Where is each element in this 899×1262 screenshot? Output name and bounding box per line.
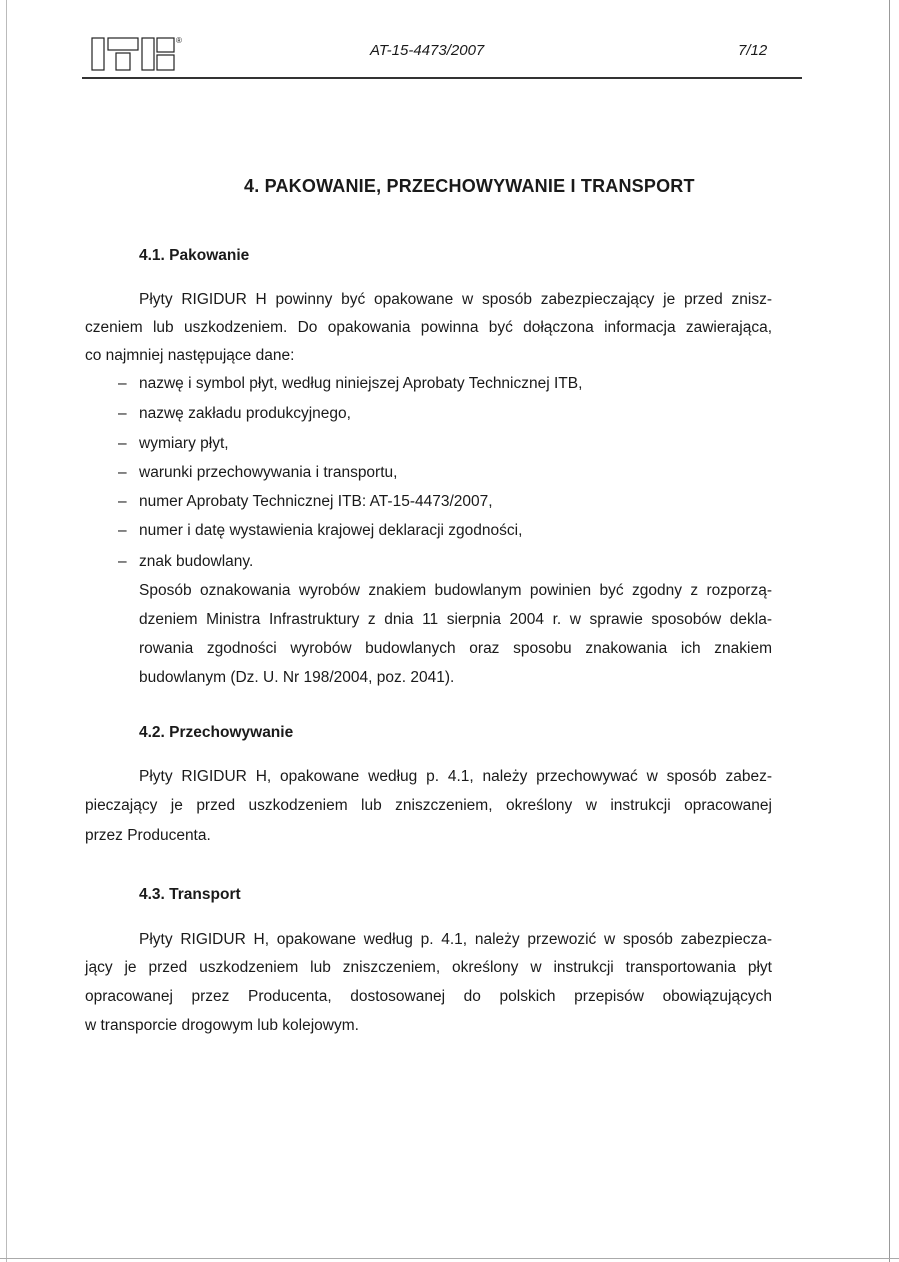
paragraph-line: Płyty RIGIDUR H, opakowane według p. 4.1, należy przewozić w sposób zabezpiecza- xyxy=(139,931,772,948)
bullet-dash: – xyxy=(118,493,127,510)
note-line: budowlanym (Dz. U. Nr 198/2004, poz. 2041). xyxy=(139,669,455,686)
list-item: znak budowlany. xyxy=(139,553,254,570)
note-line: Sposób oznakowania wyrobów znakiem budowlanym powinien być zgodny z rozporzą- xyxy=(139,582,772,599)
paragraph-line: pieczający je przed uszkodzeniem lub zniszczeniem, określony w instrukcji opracowanej xyxy=(85,797,772,814)
bullet-dash: – xyxy=(118,464,127,481)
paragraph-line: opracowanej przez Producenta, dostosowanej do polskich przepisów obowiązujących xyxy=(85,988,772,1005)
paragraph-line: przez Producenta. xyxy=(85,827,211,844)
list-item: numer Aprobaty Technicznej ITB: AT-15-4473/2007, xyxy=(139,493,493,510)
svg-text:®: ® xyxy=(176,36,182,45)
list-item: nazwę zakładu produkcyjnego, xyxy=(139,405,351,422)
list-item: numer i datę wystawienia krajowej deklaracji zgodności, xyxy=(139,522,523,539)
paragraph-line: w transporcie drogowym lub kolejowym. xyxy=(85,1017,359,1034)
heading-4-2: 4.2. Przechowywanie xyxy=(139,724,294,741)
bullet-dash: – xyxy=(118,435,127,452)
paragraph-line: czeniem lub uszkodzeniem. Do opakowania powinna być dołączona informacja zawierająca, xyxy=(85,319,772,336)
bullet-dash: – xyxy=(118,553,127,570)
document-number: AT-15-4473/2007 xyxy=(370,42,485,59)
heading-4-3: 4.3. Transport xyxy=(139,886,241,903)
note-line: rowania zgodności wyrobów budowlanych oraz sposobu znakowania ich znakiem xyxy=(139,640,772,657)
scan-edge-bottom xyxy=(0,1258,899,1259)
bullet-dash: – xyxy=(118,375,127,392)
heading-4-1: 4.1. Pakowanie xyxy=(139,247,250,264)
scan-edge-left xyxy=(6,0,7,1262)
scan-edge-right xyxy=(889,0,890,1262)
paragraph-line: Płyty RIGIDUR H, opakowane według p. 4.1, należy przechowywać w sposób zabez- xyxy=(139,768,772,785)
section-title: 4. PAKOWANIE, PRZECHOWYWANIE I TRANSPORT xyxy=(244,176,695,196)
list-item: nazwę i symbol płyt, według niniejszej Aprobaty Technicznej ITB, xyxy=(139,375,583,392)
list-item: wymiary płyt, xyxy=(139,435,229,452)
bullet-dash: – xyxy=(118,522,127,539)
itb-logo xyxy=(90,34,200,74)
bullet-dash: – xyxy=(118,405,127,422)
paragraph-line: co najmniej następujące dane: xyxy=(85,347,295,364)
list-item: warunki przechowywania i transportu, xyxy=(139,464,398,481)
paragraph-line: jący je przed uszkodzeniem lub zniszczeniem, określony w instrukcji transportowania płyt xyxy=(85,959,772,976)
header-rule xyxy=(82,77,802,79)
page-number: 7/12 xyxy=(738,42,768,59)
note-line: dzeniem Ministra Infrastruktury z dnia 11 sierpnia 2004 r. w sprawie sposobów dekla- xyxy=(139,611,772,628)
paragraph-line: Płyty RIGIDUR H powinny być opakowane w sposób zabezpieczający je przed znisz- xyxy=(139,291,772,308)
